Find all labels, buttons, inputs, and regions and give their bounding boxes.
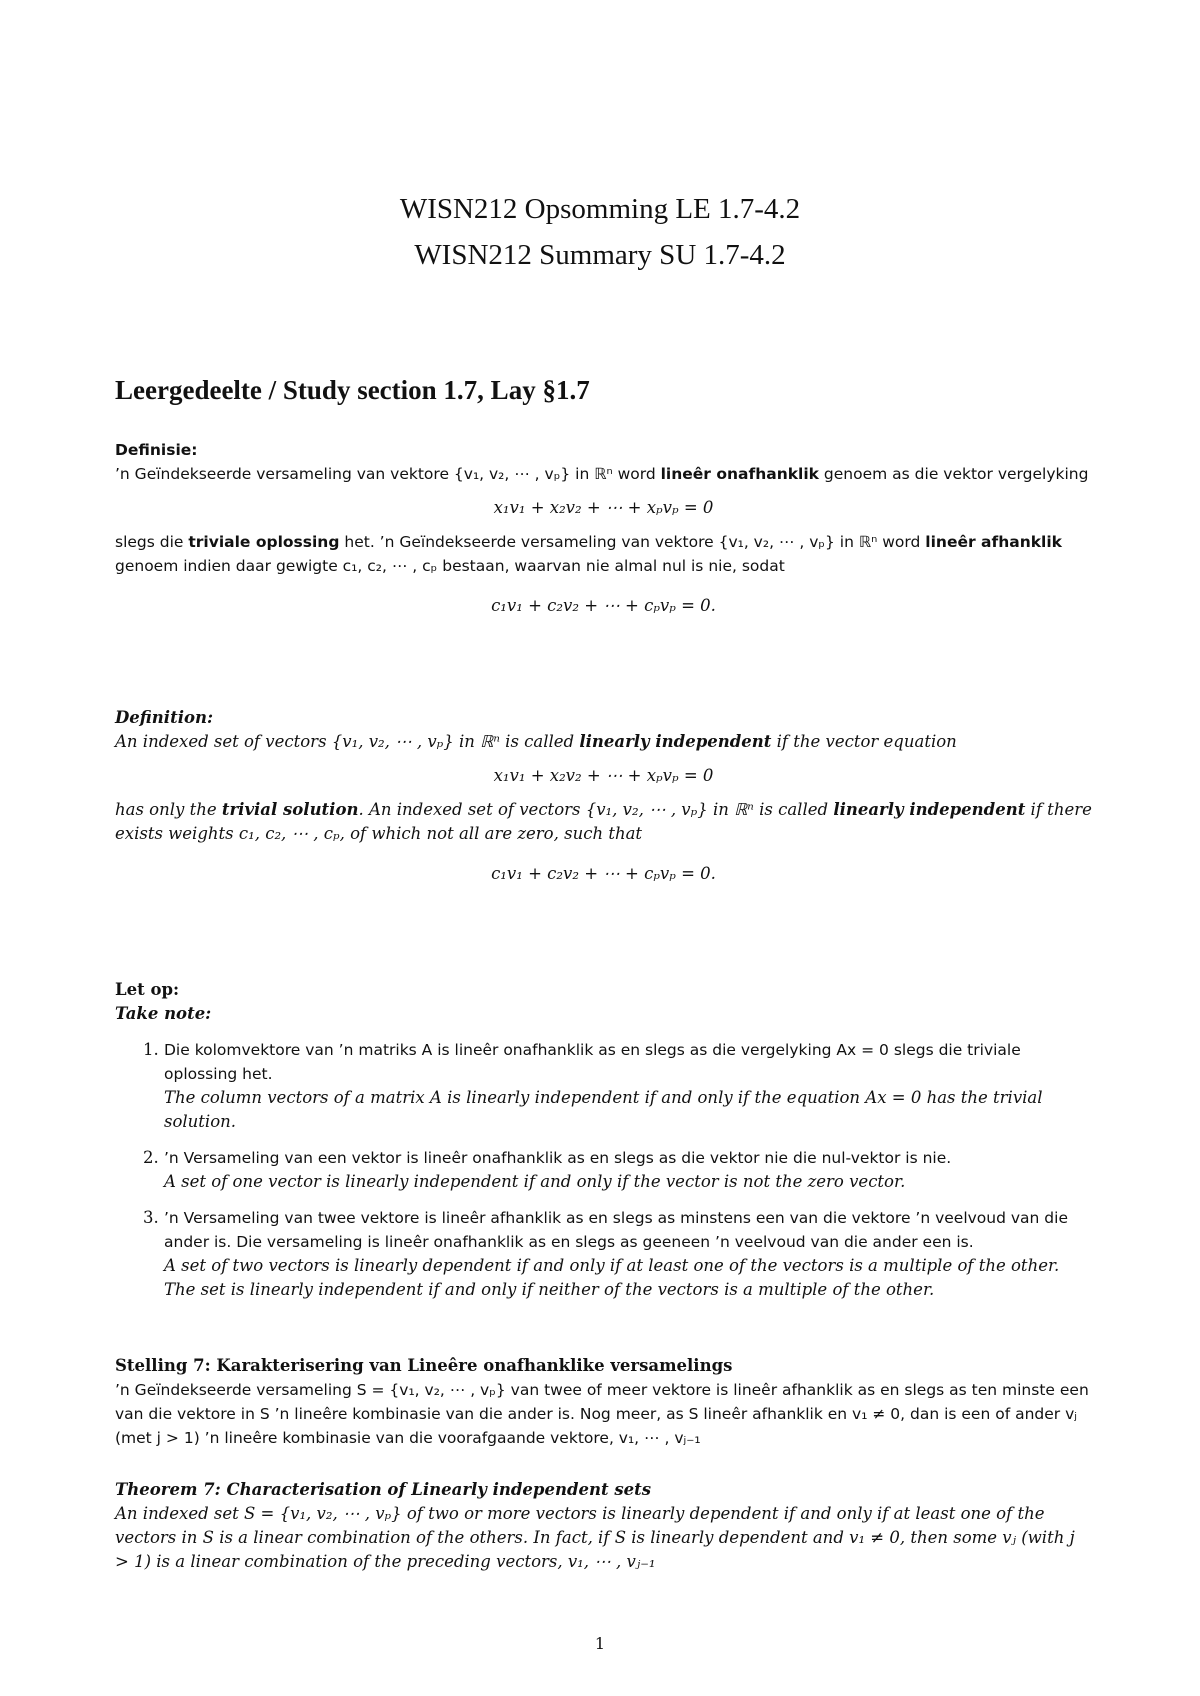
page-number: 1 — [594, 1634, 606, 1653]
definition-paragraph-1: An indexed set of vectors {v₁, v₂, ⋯ , vₚ} in ℝⁿ is called linearly independent if the vector equation — [115, 732, 957, 751]
stelling-body: ’n Geïndekseerde versameling S = {v₁, v₂, ⋯ , vₚ} van twee of meer vektore is lineêr afhanklik as en slegs as ten minste een van die vektore in S ’n lineêre kombinasie van die ander is. Nog meer, as S lineêr afhanklik en v₁ ≠ 0, dan is een of ander vⱼ (met j > 1) ’n lineêre kombinasie van die voorafgaande vektore, v₁, ⋯ , vⱼ₋₁ — [115, 1381, 1089, 1447]
note-list — [115, 1038, 1092, 1302]
section-heading: Leergedeelte / Study section 1.7, Lay §1.7 — [115, 375, 590, 405]
theorem-body: An indexed set S = {v₁, v₂, ⋯ , vₚ} of two or more vectors is linearly dependent if and only if at least one of the vectors in S is a linear combination of the others. In fact, if S is linearly dependent and v₁ ≠ 0, then some vⱼ (with j > 1) is a linear combination of the preceding vectors, v₁, ⋯ , vⱼ₋₁ — [115, 1504, 1075, 1571]
note-item: 1. Die kolomvektore van ’n matriks A is lineêr onafhanklik as en slegs as die vergelyking Ax = 0 slegs die triviale oplossing het. The column vectors of a matrix A is linearly independent if and only if the equation Ax = 0 has the trivial solution. — [164, 1038, 1092, 1134]
definisie-block — [115, 438, 1092, 628]
definition-block — [115, 706, 1092, 896]
title-afrikaans: WISN212 Opsomming LE 1.7-4.2 — [399, 193, 801, 225]
note-block — [115, 978, 1092, 1314]
definition-equation-2: c₁v₁ + c₂v₂ + ⋯ + cₚvₚ = 0. — [491, 864, 716, 883]
definisie-heading: Definisie: — [115, 441, 198, 459]
note-heading-af: Let op: — [115, 980, 180, 999]
definition-equation-1: x₁v₁ + x₂v₂ + ⋯ + xₚvₚ = 0 — [493, 766, 714, 785]
note-item: 3. ’n Versameling van twee vektore is lineêr afhanklik as en slegs as minstens een van die vektore ’n veelvoud van die ander is. Die versameling is lineêr onafhanklik as en slegs as geeneen ’n veelvoud van die ander een is. A set of two vectors is linearly dependent if and only if at least one of the vectors is a multiple of the other. The set is linearly independent if and only if neither of the vectors is a multiple of the other. — [164, 1206, 1092, 1302]
definisie-equation-1: x₁v₁ + x₂v₂ + ⋯ + xₚvₚ = 0 — [493, 498, 714, 517]
definisie-paragraph-1: ’n Geïndekseerde versameling van vektore {v₁, v₂, ⋯ , vₚ} in ℝⁿ word lineêr onafhanklik genoem as die vektor vergelyking — [115, 465, 1089, 483]
stelling-heading: Stelling 7: Karakterisering van Lineêre onafhanklike versamelings — [115, 1356, 733, 1375]
definition-heading: Definition: — [115, 708, 214, 727]
document-title — [0, 186, 1200, 278]
note-item: 2. ’n Versameling van een vektor is lineêr onafhanklik as en slegs as die vektor nie die nul-vektor is nie. A set of one vector is linearly independent if and only if the vector is not the zero vector. — [164, 1146, 1092, 1194]
title-english: WISN212 Summary SU 1.7-4.2 — [414, 239, 786, 271]
note-heading-en: Take note: — [115, 1004, 212, 1023]
definisie-equation-2: c₁v₁ + c₂v₂ + ⋯ + cₚvₚ = 0. — [491, 596, 716, 615]
theorem-heading: Theorem 7: Characterisation of Linearly independent sets — [115, 1480, 652, 1499]
stelling-block — [115, 1354, 1092, 1450]
definisie-paragraph-2: slegs die triviale oplossing het. ’n Geïndekseerde versameling van vektore {v₁, v₂, ⋯ , vₚ} in ℝⁿ word lineêr afhanklik genoem indien daar gewigte c₁, c₂, ⋯ , cₚ bestaan, waarvan nie almal nul is nie, sodat — [115, 533, 1062, 575]
theorem-block — [115, 1478, 1092, 1574]
definition-paragraph-2: has only the trivial solution. An indexed set of vectors {v₁, v₂, ⋯ , vₚ} in ℝⁿ is called linearly independent if there exists weights c₁, c₂, ⋯ , cₚ, of which not all are zero, such that — [115, 800, 1092, 843]
